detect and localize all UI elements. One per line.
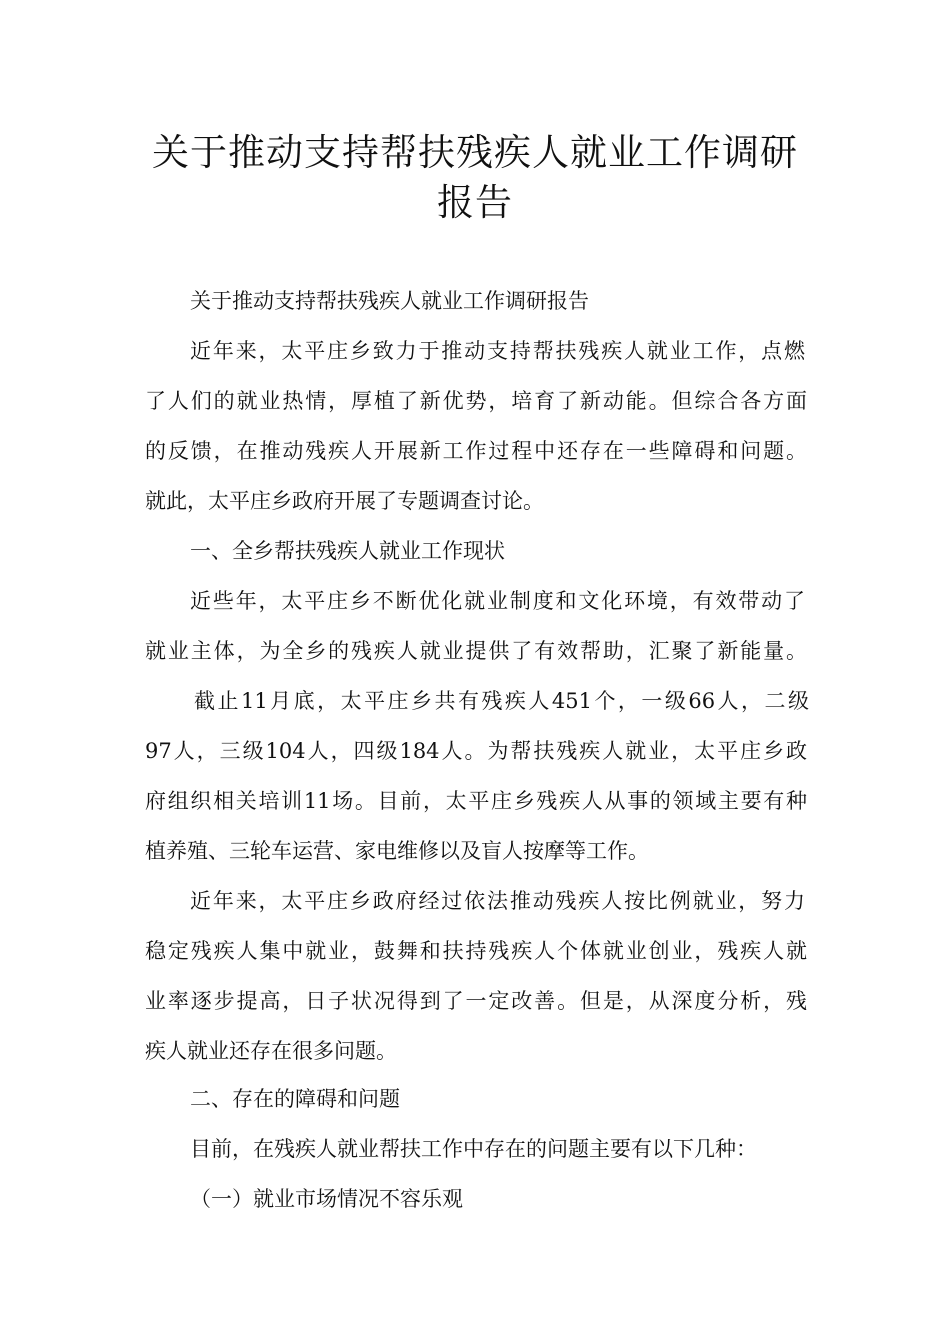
section-heading: 二、存在的障碍和问题: [190, 1087, 400, 1111]
section-heading: 一、全乡帮扶残疾人就业工作现状: [190, 539, 505, 563]
paragraph-line: 截止11月底，太平庄乡共有残疾人451个，一级66人，二级: [194, 689, 809, 713]
paragraph-line: 97人，三级104人，四级184人。为帮扶残疾人就业，太平庄乡政: [145, 739, 807, 763]
paragraph-line: 府组织相关培训11场。目前，太平庄乡残疾人从事的领域主要有种: [145, 789, 807, 813]
subtitle-line: 关于推动支持帮扶残疾人就业工作调研报告: [190, 289, 589, 313]
paragraph-line: 的反馈，在推动残疾人开展新工作过程中还存在一些障碍和问题。: [145, 439, 807, 463]
document-title-line-2: 报告: [437, 181, 513, 224]
paragraph-line: 目前，在残疾人就业帮扶工作中存在的问题主要有以下几种：: [190, 1137, 757, 1161]
paragraph-line: 近年来，太平庄乡致力于推动支持帮扶残疾人就业工作，点燃: [190, 339, 805, 363]
paragraph-line: 疾人就业还存在很多问题。: [145, 1039, 397, 1063]
paragraph-line: 就此，太平庄乡政府开展了专题调查讨论。: [145, 489, 544, 513]
paragraph-line: 了人们的就业热情，厚植了新优势，培育了新动能。但综合各方面: [145, 389, 807, 413]
subsection-heading: （一）就业市场情况不容乐观: [190, 1187, 463, 1211]
paragraph-line: 稳定残疾人集中就业，鼓舞和扶持残疾人个体就业创业，残疾人就: [145, 939, 807, 963]
paragraph-line: 植养殖、三轮车运营、家电维修以及盲人按摩等工作。: [145, 839, 649, 863]
paragraph-line: 业率逐步提高，日子状况得到了一定改善。但是，从深度分析，残: [145, 989, 807, 1013]
paragraph-line: 就业主体，为全乡的残疾人就业提供了有效帮助，汇聚了新能量。: [145, 639, 807, 663]
document-title-line-1: 关于推动支持帮扶残疾人就业工作调研: [152, 131, 798, 174]
paragraph-line: 近年来，太平庄乡政府经过依法推动残疾人按比例就业，努力: [190, 889, 805, 913]
paragraph-line: 近些年，太平庄乡不断优化就业制度和文化环境，有效带动了: [190, 589, 805, 613]
